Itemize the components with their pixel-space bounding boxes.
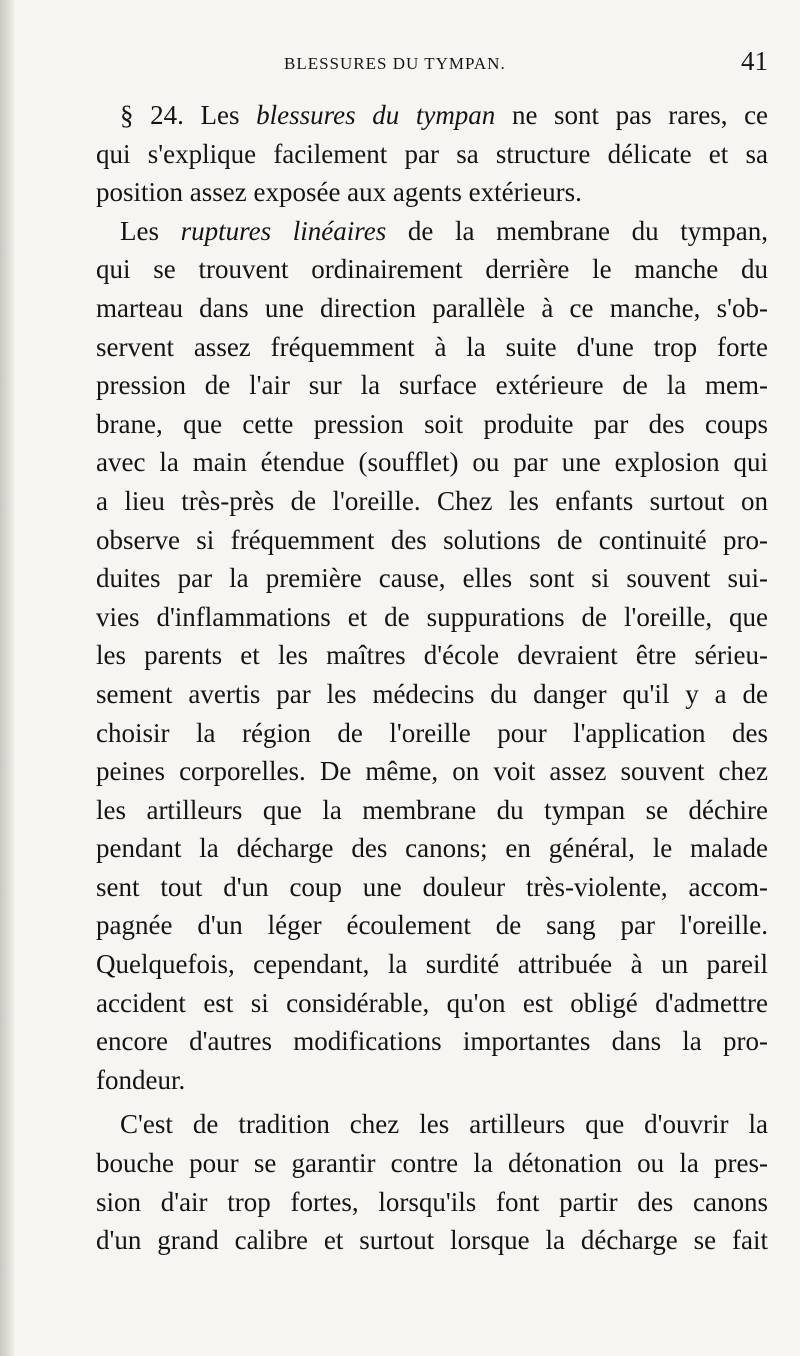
running-head: BLESSURES DU TYMPAN.: [284, 54, 506, 73]
text-line: pagnée d'un léger écoulement de sang par l'oreille.: [96, 910, 768, 941]
text-line: d'un grand calibre et surtout lorsque la décharge se fait: [96, 1225, 768, 1256]
text-line: C'est de tradition chez les artilleurs que d'ouvrir la: [120, 1109, 768, 1140]
text-line: qui s'explique facilement par sa structure délicate et sa: [96, 138, 768, 169]
text-line: a lieu très-près de l'oreille. Chez les enfants surtout on: [96, 485, 768, 516]
text-line: sion d'air trop fortes, lorsqu'ils font partir des canons: [96, 1186, 768, 1217]
text-line: qui se trouvent ordinairement derrière le manche du: [96, 254, 768, 285]
page-binding-edge: [0, 0, 14, 1356]
text-line: § 24. Les blessures du tympan ne sont pas rares, ce: [120, 100, 769, 130]
text-line: les parents et les maîtres d'école devraient être sérieu-: [96, 640, 768, 671]
paragraph-artilleurs: [96, 1105, 768, 1259]
page-number: 41: [741, 46, 768, 76]
text-line: accident est si considérable, qu'on est obligé d'admettre: [96, 987, 768, 1018]
text-line: brane, que cette pression soit produite par des coups: [96, 408, 768, 439]
text-line: marteau dans une direction parallèle à ce manche, s'ob-: [96, 292, 768, 323]
text-line: sement avertis par les médecins du danger qu'il y a de: [96, 678, 768, 709]
paragraph-section-24: [96, 96, 768, 212]
text-line: servent assez fréquemment à la suite d'une trop forte: [96, 331, 768, 362]
paragraph-ruptures: [96, 212, 768, 1100]
text-line: vies d'inflammations et de suppurations de l'oreille, que: [96, 601, 768, 632]
page-header: [96, 46, 768, 90]
text-line: avec la main étendue (soufflet) ou par une explosion qui: [96, 447, 768, 478]
text-line: bouche pour se garantir contre la détonation ou la pres-: [96, 1148, 768, 1179]
text-line: pression de l'air sur la surface extérieure de la mem-: [96, 370, 768, 401]
italic-term: ruptures linéaires: [180, 215, 387, 246]
text-line: fondeur.: [96, 1064, 186, 1095]
text-line: Quelquefois, cependant, la surdité attribuée à un pareil: [96, 949, 768, 980]
body-text: [96, 96, 768, 1260]
text-line: les artilleurs que la membrane du tympan se déchire: [96, 794, 768, 825]
text-line: position assez exposée aux agents extérieurs.: [96, 177, 582, 208]
text-line: duites par la première cause, elles sont si souvent sui-: [96, 563, 768, 594]
text-line: encore d'autres modifications importantes dans la pro-: [96, 1026, 768, 1057]
text-line: pendant la décharge des canons; en général, le malade: [96, 833, 768, 864]
text-line: choisir la région de l'oreille pour l'application des: [96, 717, 768, 748]
text-line: observe si fréquemment des solutions de continuité pro-: [96, 524, 768, 555]
text-line: peines corporelles. De même, on voit assez souvent chez: [96, 756, 768, 787]
section-number: § 24.: [120, 100, 184, 130]
text-line: sent tout d'un coup une douleur très-violente, accom-: [96, 871, 768, 902]
text-line: Les ruptures linéaires de la membrane du tympan,: [120, 215, 769, 246]
italic-term: blessures du tympan: [256, 100, 496, 130]
